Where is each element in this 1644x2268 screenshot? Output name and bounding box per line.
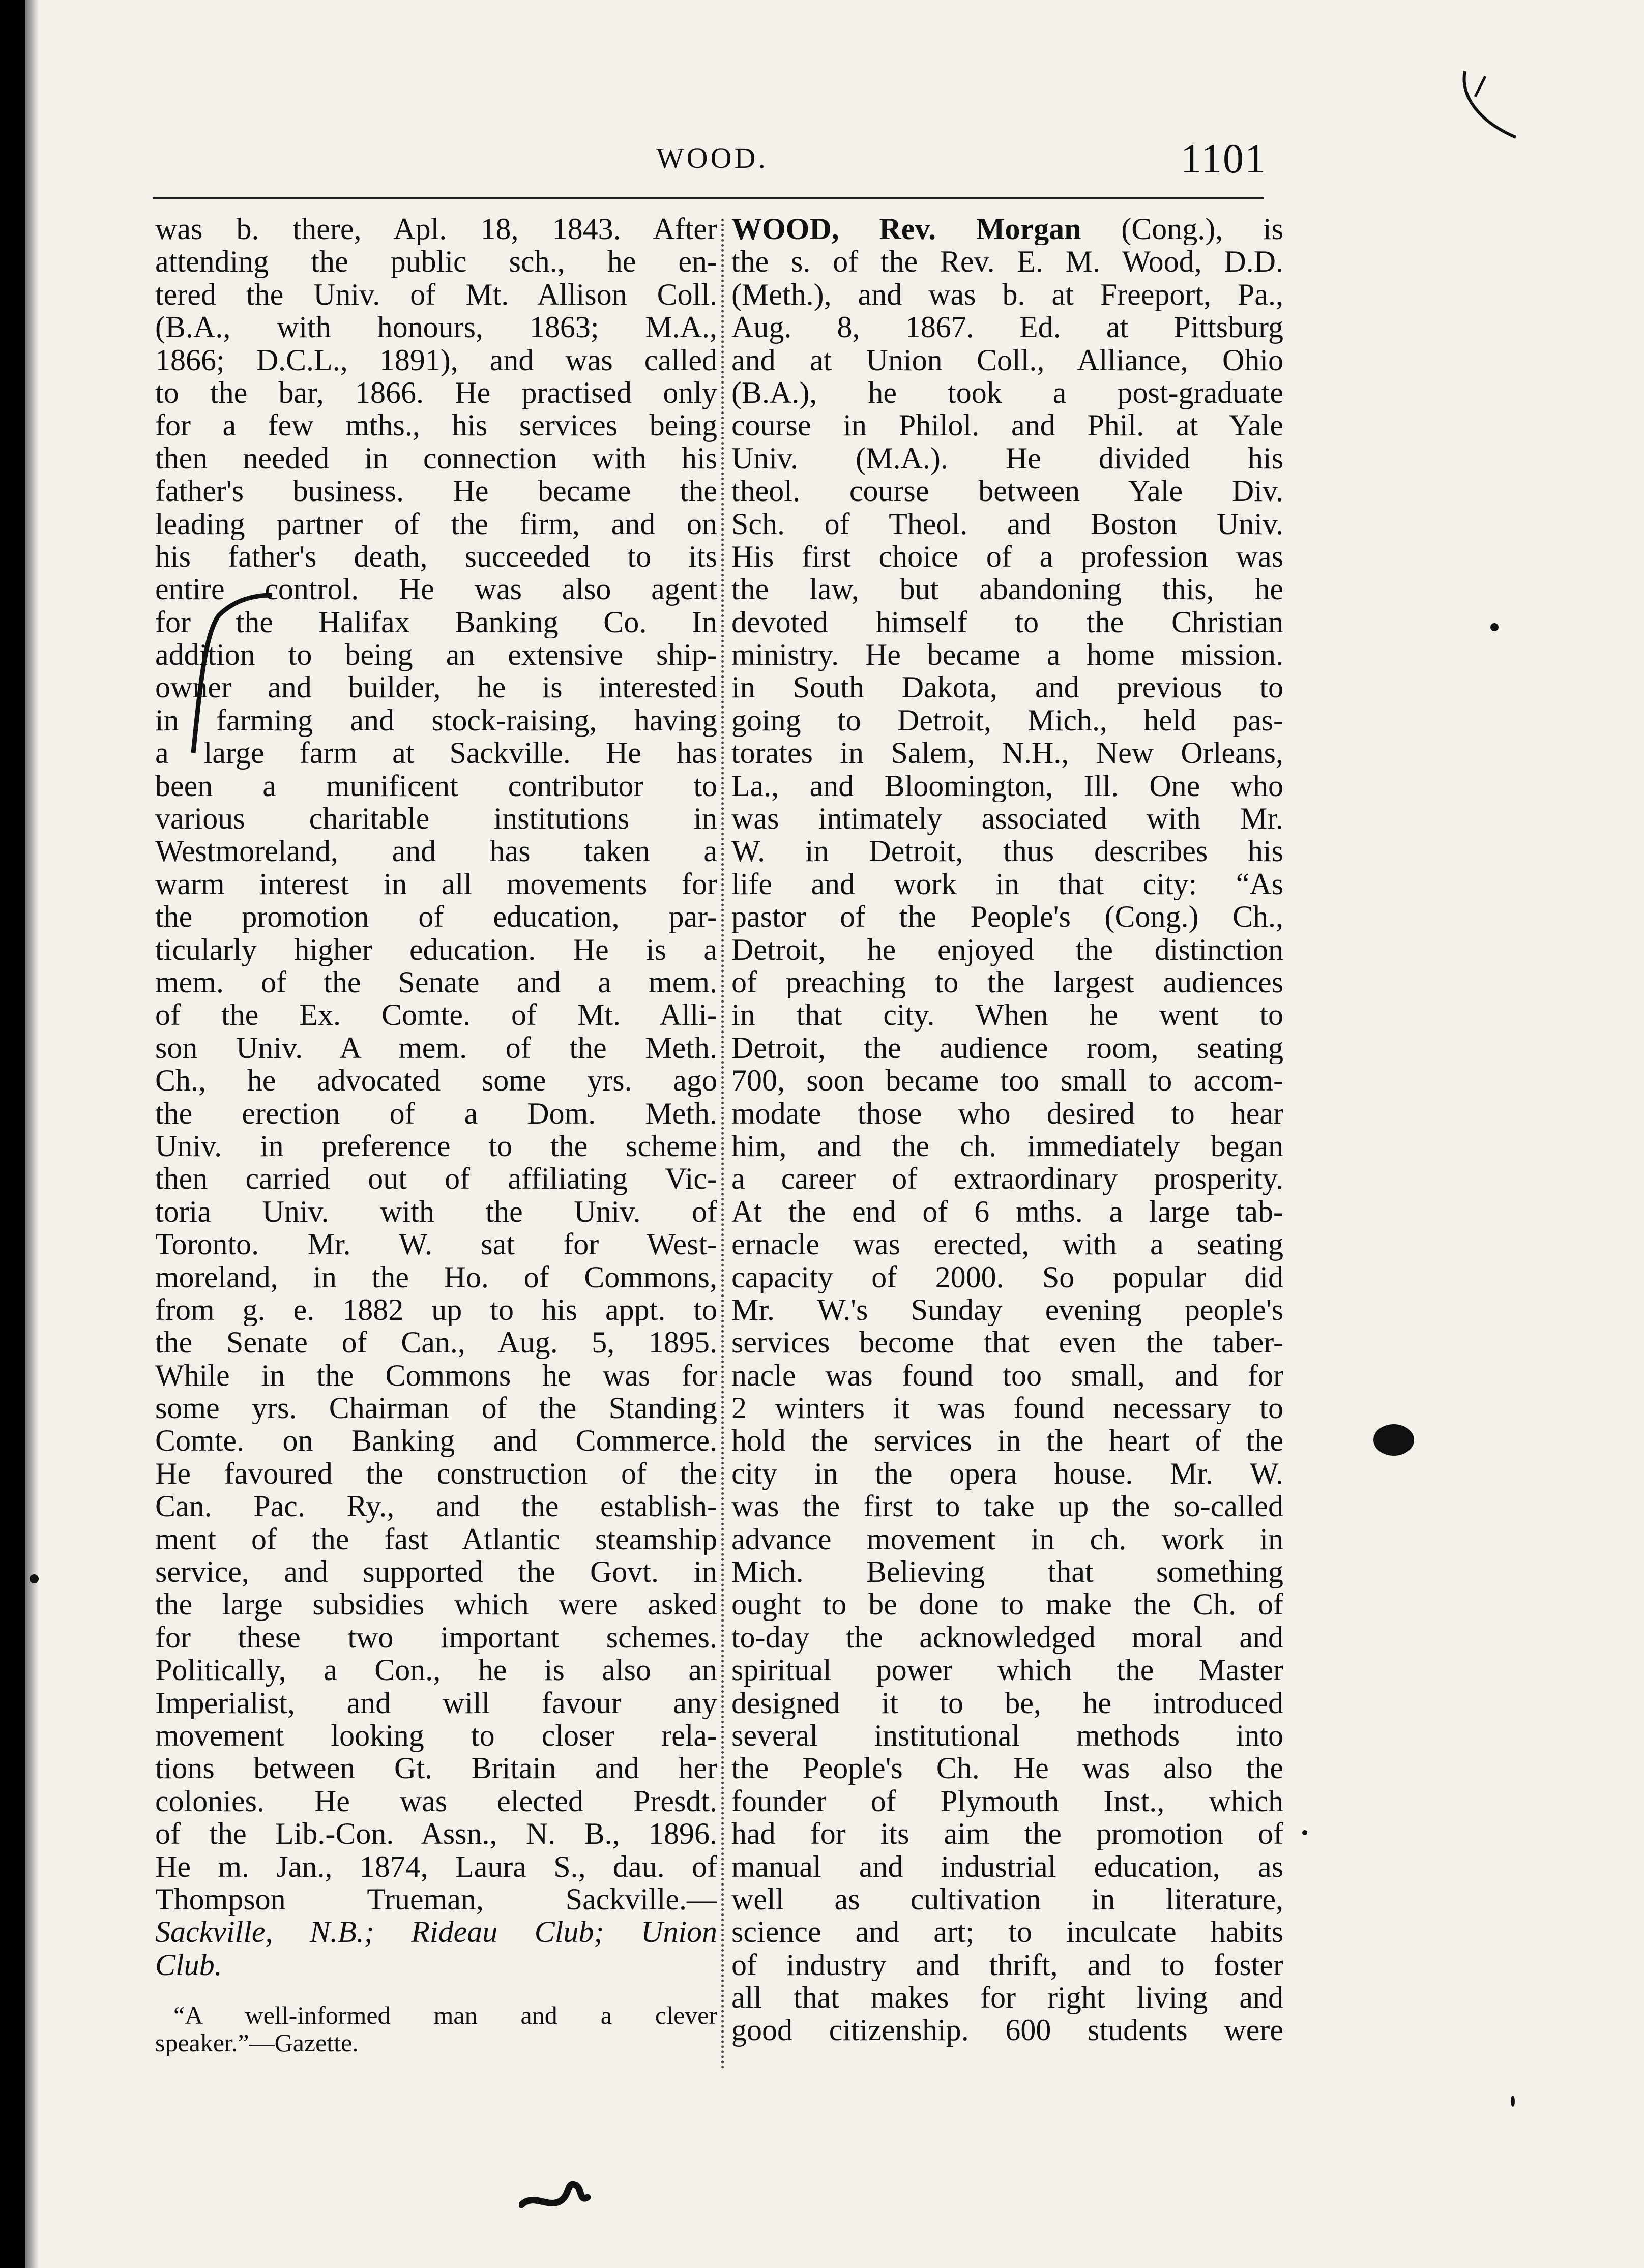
text-line: He favoured the construction of the	[155, 1457, 717, 1490]
entry-heading-line	[731, 213, 1283, 245]
text-line: of the Lib.-Con. Assn., N. B., 1896.	[155, 1817, 717, 1850]
text-line: in that city. When he went to	[731, 998, 1283, 1032]
text-line: ernacle was erected, with a seating	[731, 1228, 1283, 1261]
text-line: (B.A., with honours, 1863; M.A.,	[155, 311, 717, 344]
text-line: science and art; to inculcate habits	[731, 1916, 1283, 1949]
text-line: Comte. on Banking and Commerce.	[155, 1424, 717, 1457]
right-column	[731, 213, 1283, 2047]
text-line: modate those who desired to hear	[731, 1097, 1283, 1130]
text-line: theol. course between Yale Div.	[731, 475, 1283, 508]
text-line: ticularly higher education. He is a	[155, 933, 717, 966]
text-line: was b. there, Apl. 18, 1843. After	[155, 213, 717, 246]
page-header	[153, 135, 1267, 181]
text-line: Univ. (M.A.). He divided his	[731, 441, 1283, 475]
address-line: Sackville, N.B.; Rideau Club; Union	[155, 1916, 717, 1949]
text-line: service, and supported the Govt. in	[155, 1555, 717, 1588]
text-line: Detroit, the audience room, seating	[731, 1031, 1283, 1065]
text-line: in South Dakota, and previous to	[731, 671, 1283, 704]
text-line: well as cultivation in literature,	[731, 1882, 1283, 1916]
quote-line: speaker.”—Gazette.	[155, 2029, 359, 2056]
text-line: been a munificent contributor to	[155, 769, 717, 803]
text-line: movement looking to closer rela-	[155, 1719, 717, 1752]
ink-speck	[1511, 2096, 1515, 2107]
text-line: pastor of the People's (Cong.) Ch.,	[731, 900, 1283, 933]
text-line: While in the Commons he was for	[155, 1359, 717, 1392]
text-line: Univ. in preference to the scheme	[155, 1129, 717, 1163]
text-line: for a few mths., his services being	[155, 409, 717, 442]
text-line: La., and Bloomington, Ill. One who	[731, 769, 1283, 803]
text-line: capacity of 2000. So popular did	[731, 1260, 1283, 1293]
text-line: all that makes for right living and	[731, 1981, 1283, 2014]
text-line: mem. of the Senate and a mem.	[155, 965, 717, 999]
text-line: 1866; D.C.L., 1891), and was called	[155, 343, 717, 376]
text-line: tered the Univ. of Mt. Allison Coll.	[155, 278, 717, 311]
text-line: At the end of 6 mths. a large tab-	[731, 1195, 1283, 1228]
text-line: was the first to take up the so-called	[731, 1490, 1283, 1523]
text-line: ministry. He became a home mission.	[731, 638, 1283, 671]
text-line: (Meth.), and was b. at Freeport, Pa.,	[731, 278, 1283, 311]
text-line: (B.A.), he took a post-graduate	[731, 376, 1283, 409]
pen-mark-icon	[183, 585, 275, 758]
text-line: owner and builder, he is interested	[155, 671, 717, 704]
text-line: for the Halifax Banking Co. In	[155, 605, 717, 639]
entry-heading-rest: (Cong.), is	[1081, 213, 1283, 246]
text-line: Detroit, he enjoyed the distinction	[731, 933, 1283, 966]
text-line: nacle was found too small, and for	[731, 1359, 1283, 1392]
page-edge-shadow	[25, 0, 39, 2268]
text-line: Sch. of Theol. and Boston Univ.	[731, 507, 1283, 540]
text-line: toria Univ. with the Univ. of	[155, 1195, 717, 1228]
text-line: Westmoreland, and has taken a	[155, 835, 717, 868]
press-quote	[155, 2001, 717, 2056]
text-line: Politically, a Con., he is also an	[155, 1654, 717, 1687]
text-line: several institutional methods into	[731, 1719, 1283, 1752]
text-line: in farming and stock-raising, having	[155, 703, 717, 737]
text-line: ought to be done to make the Ch. of	[731, 1588, 1283, 1621]
text-line: moreland, in the Ho. of Commons,	[155, 1260, 717, 1293]
text-line: spiritual power which the Master	[731, 1654, 1283, 1687]
text-line: father's business. He became the	[155, 475, 717, 508]
text-line: was intimately associated with Mr.	[731, 802, 1283, 835]
text-line: manual and industrial education, as	[731, 1850, 1283, 1883]
text-line: for these two important schemes.	[155, 1621, 717, 1654]
column-divider	[721, 219, 724, 2070]
text-line: attending the public sch., he en-	[155, 245, 717, 278]
text-line: and at Union Coll., Alliance, Ohio	[731, 343, 1283, 376]
text-line: life and work in that city: “As	[731, 867, 1283, 901]
ink-blot-icon	[519, 2162, 595, 2218]
header-rule	[153, 197, 1264, 199]
text-line: W. in Detroit, thus describes his	[731, 835, 1283, 868]
text-line: addition to being an extensive ship-	[155, 638, 717, 671]
text-line: Mr. W.'s Sunday evening people's	[731, 1293, 1283, 1327]
text-line: designed it to be, he introduced	[731, 1686, 1283, 1719]
ink-speck	[1302, 1830, 1307, 1835]
corner-mark-icon	[1455, 66, 1526, 148]
quote-line: “A well-informed man and a clever	[173, 2001, 717, 2029]
text-line: services become that even the taber-	[731, 1326, 1283, 1359]
text-line: the People's Ch. He was also the	[731, 1752, 1283, 1785]
text-line: then carried out of affiliating Vic-	[155, 1162, 717, 1195]
page-number: 1101	[1181, 135, 1267, 182]
text-line: course in Philol. and Phil. at Yale	[731, 409, 1283, 442]
text-line: city in the opera house. Mr. W.	[731, 1457, 1283, 1490]
text-line: to the bar, 1866. He practised only	[155, 376, 717, 409]
text-line: Aug. 8, 1867. Ed. at Pittsburg	[731, 311, 1283, 344]
text-line: some yrs. Chairman of the Standing	[155, 1392, 717, 1425]
text-line: a large farm at Sackville. He has	[155, 737, 717, 770]
text-line: his father's death, succeeded to its	[155, 540, 717, 573]
text-line: leading partner of the firm, and on	[155, 507, 717, 540]
text-line: Mich. Believing that something	[731, 1555, 1283, 1588]
ink-speck	[30, 1574, 39, 1583]
text-line: son Univ. A mem. of the Meth.	[155, 1031, 717, 1065]
text-line: 700, soon became too small to accom-	[731, 1064, 1283, 1097]
text-line: of preaching to the largest audiences	[731, 965, 1283, 999]
text-line: ment of the fast Atlantic steamship	[155, 1522, 717, 1556]
ink-speck	[1490, 623, 1499, 631]
text-line: had for its aim the promotion of	[731, 1817, 1283, 1850]
text-line: the large subsidies which were asked	[155, 1588, 717, 1621]
text-line: Toronto. Mr. W. sat for West-	[155, 1228, 717, 1261]
text-line: Ch., he advocated some yrs. ago	[155, 1064, 717, 1097]
text-line: advance movement in ch. work in	[731, 1522, 1283, 1556]
text-line: from g. e. 1882 up to his appt. to	[155, 1293, 717, 1327]
text-line: tions between Gt. Britain and her	[155, 1752, 717, 1785]
address-line: Club.	[155, 1948, 222, 1982]
text-line: Can. Pac. Ry., and the establish-	[155, 1490, 717, 1523]
text-line: to-day the acknowledged moral and	[731, 1621, 1283, 1654]
text-line: of the Ex. Comte. of Mt. Alli-	[155, 998, 717, 1032]
text-line: the erection of a Dom. Meth.	[155, 1097, 717, 1130]
text-line: entire control. He was also agent	[155, 573, 717, 606]
text-line: torates in Salem, N.H., New Orleans,	[731, 737, 1283, 770]
text-line: founder of Plymouth Inst., which	[731, 1784, 1283, 1818]
text-line: warm interest in all movements for	[155, 867, 717, 901]
text-line: colonies. He was elected Presdt.	[155, 1784, 717, 1818]
ink-speck	[1373, 1424, 1414, 1456]
text-line: the promotion of education, par-	[155, 900, 717, 933]
text-line: devoted himself to the Christian	[731, 605, 1283, 639]
text-line: a career of extraordinary prosperity.	[731, 1162, 1283, 1195]
text-line: of industry and thrift, and to foster	[731, 1948, 1283, 1982]
text-line: then needed in connection with his	[155, 441, 717, 475]
text-line: 2 winters it was found necessary to	[731, 1392, 1283, 1425]
text-line: various charitable institutions in	[155, 802, 717, 835]
text-line: him, and the ch. immediately began	[731, 1129, 1283, 1163]
text-line: going to Detroit, Mich., held pas-	[731, 703, 1283, 737]
text-line: hold the services in the heart of the	[731, 1424, 1283, 1457]
text-line: the s. of the Rev. E. M. Wood, D.D.	[731, 245, 1283, 278]
text-line: His first choice of a profession was	[731, 540, 1283, 573]
left-column	[155, 213, 717, 1981]
entry-heading: WOOD, Rev. Morgan	[731, 213, 1081, 246]
text-line: the law, but abandoning this, he	[731, 573, 1283, 606]
text-line: the Senate of Can., Aug. 5, 1895.	[155, 1326, 717, 1359]
text-line: good citizenship. 600 students were	[731, 2014, 1283, 2047]
text-line: Thompson Trueman, Sackville.—	[155, 1882, 717, 1916]
running-head: WOOD.	[656, 141, 768, 174]
text-line: He m. Jan., 1874, Laura S., dau. of	[155, 1850, 717, 1883]
text-line: Imperialist, and will favour any	[155, 1686, 717, 1719]
